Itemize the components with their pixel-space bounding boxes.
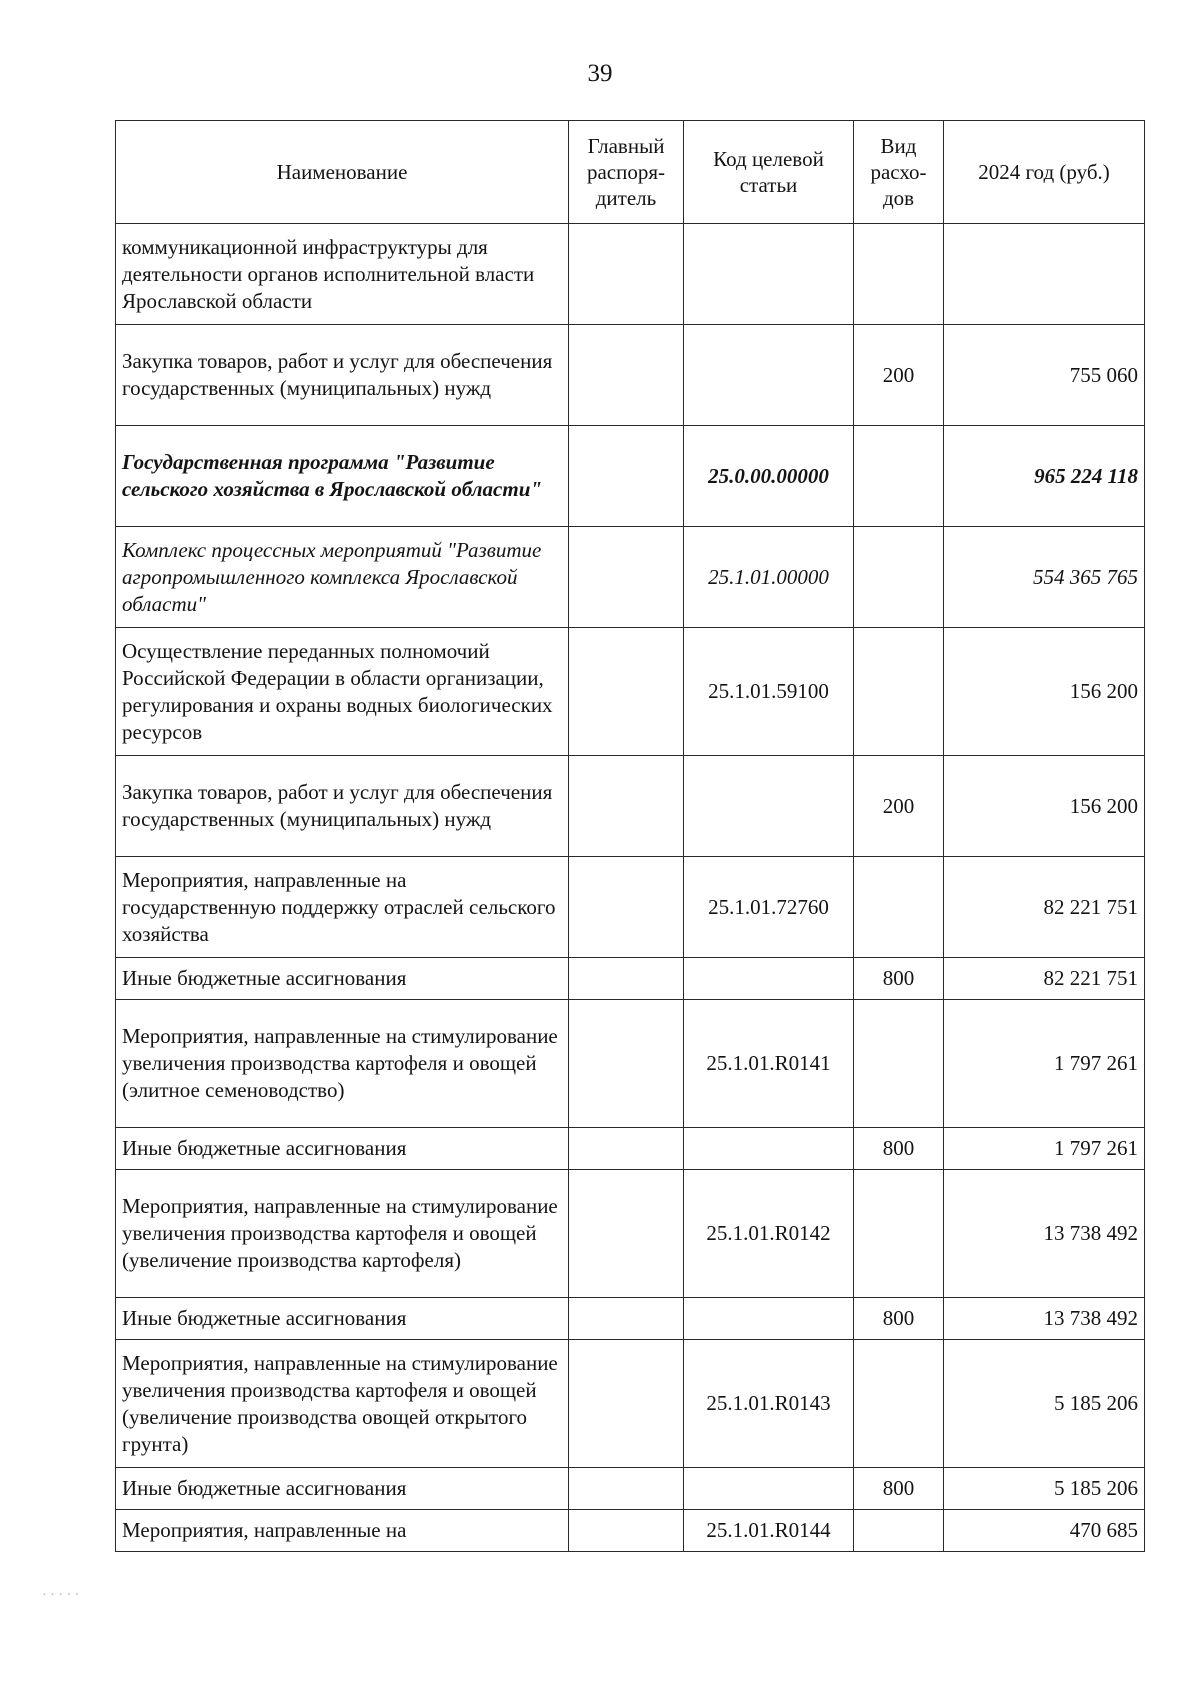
cell-manager [569,857,684,958]
cell-amount: 5 185 206 [944,1340,1145,1468]
cell-amount: 13 738 492 [944,1170,1145,1298]
cell-manager [569,1468,684,1510]
cell-amount [944,224,1145,325]
cell-vid [854,426,944,527]
table-row [116,224,1145,325]
table-row [116,527,1145,628]
cell-name: Иные бюджетные ассигнования [116,958,569,1000]
cell-name: Государственная программа "Развитие сельского хозяйства в Ярославской области" [116,426,569,527]
header-manager: Главный распоря-дитель [569,121,684,224]
table-row [116,1128,1145,1170]
cell-name: Мероприятия, направленные на [116,1510,569,1552]
cell-amount: 554 365 765 [944,527,1145,628]
cell-code [684,756,854,857]
cell-code [684,958,854,1000]
cell-name: Иные бюджетные ассигнования [116,1128,569,1170]
cell-amount: 755 060 [944,325,1145,426]
table-row [116,756,1145,857]
cell-manager [569,1128,684,1170]
cell-code: 25.1.01.59100 [684,628,854,756]
cell-manager [569,325,684,426]
table-row [116,1510,1145,1552]
cell-amount: 5 185 206 [944,1468,1145,1510]
cell-vid [854,1170,944,1298]
cell-amount: 82 221 751 [944,958,1145,1000]
cell-manager [569,1000,684,1128]
cell-vid [854,857,944,958]
header-vid: Вид расхо-дов [854,121,944,224]
table-row [116,857,1145,958]
cell-amount: 1 797 261 [944,1128,1145,1170]
cell-code: 25.1.01.R0143 [684,1340,854,1468]
cell-vid [854,224,944,325]
table-row [116,1298,1145,1340]
cell-code: 25.1.01.R0142 [684,1170,854,1298]
cell-name: Комплекс процессных мероприятий "Развитие агропромышленного комплекса Ярославской области" [116,527,569,628]
cell-code: 25.1.01.R0141 [684,1000,854,1128]
cell-vid [854,1000,944,1128]
cell-vid: 800 [854,1128,944,1170]
cell-name: Мероприятия, направленные на стимулирование увеличения производства картофеля и овощей (увеличение производства овощей открытого грунта) [116,1340,569,1468]
cell-vid: 800 [854,1468,944,1510]
cell-vid [854,628,944,756]
cell-name: коммуникационной инфраструктуры для деятельности органов исполнительной власти Ярославской области [116,224,569,325]
cell-name: Закупка товаров, работ и услуг для обеспечения государственных (муниципальных) нужд [116,756,569,857]
cell-code [684,1298,854,1340]
cell-code [684,325,854,426]
cell-manager [569,628,684,756]
scan-margin-marks: · · · · · [42,1588,80,1603]
table-row [116,1170,1145,1298]
cell-name: Мероприятия, направленные на государственную поддержку отраслей сельского хозяйства [116,857,569,958]
cell-code: 25.0.00.00000 [684,426,854,527]
table-row [116,1340,1145,1468]
cell-vid [854,527,944,628]
cell-code [684,1468,854,1510]
cell-manager [569,1340,684,1468]
cell-vid: 200 [854,325,944,426]
cell-amount: 1 797 261 [944,1000,1145,1128]
cell-manager [569,958,684,1000]
cell-name: Иные бюджетные ассигнования [116,1468,569,1510]
cell-vid: 800 [854,958,944,1000]
table-row [116,1000,1145,1128]
cell-code: 25.1.01.72760 [684,857,854,958]
cell-manager [569,1298,684,1340]
cell-amount: 13 738 492 [944,1298,1145,1340]
table-row [116,1468,1145,1510]
cell-amount: 470 685 [944,1510,1145,1552]
cell-manager [569,1510,684,1552]
cell-code: 25.1.01.00000 [684,527,854,628]
cell-amount: 156 200 [944,628,1145,756]
table-row [116,325,1145,426]
cell-vid [854,1510,944,1552]
cell-manager [569,527,684,628]
cell-manager [569,1170,684,1298]
header-name: Наименование [116,121,569,224]
cell-name: Иные бюджетные ассигнования [116,1298,569,1340]
header-code: Код целевой статьи [684,121,854,224]
cell-name: Закупка товаров, работ и услуг для обеспечения государственных (муниципальных) нужд [116,325,569,426]
table-row [116,958,1145,1000]
cell-vid [854,1340,944,1468]
cell-code: 25.1.01.R0144 [684,1510,854,1552]
cell-name: Осуществление переданных полномочий Российской Федерации в области организации, регулирования и охраны водных биологических ресурсов [116,628,569,756]
cell-amount: 965 224 118 [944,426,1145,527]
cell-vid: 200 [854,756,944,857]
budget-table [115,120,1145,1552]
cell-code [684,224,854,325]
cell-name: Мероприятия, направленные на стимулирование увеличения производства картофеля и овощей (элитное семеноводство) [116,1000,569,1128]
table-header-row [116,121,1145,224]
cell-amount: 156 200 [944,756,1145,857]
cell-name: Мероприятия, направленные на стимулирование увеличения производства картофеля и овощей (увеличение производства картофеля) [116,1170,569,1298]
cell-amount: 82 221 751 [944,857,1145,958]
cell-code [684,1128,854,1170]
table-row [116,628,1145,756]
table-row [116,426,1145,527]
page-number: 39 [587,60,613,87]
cell-vid: 800 [854,1298,944,1340]
cell-manager [569,426,684,527]
cell-manager [569,224,684,325]
cell-manager [569,756,684,857]
header-year: 2024 год (руб.) [944,121,1145,224]
